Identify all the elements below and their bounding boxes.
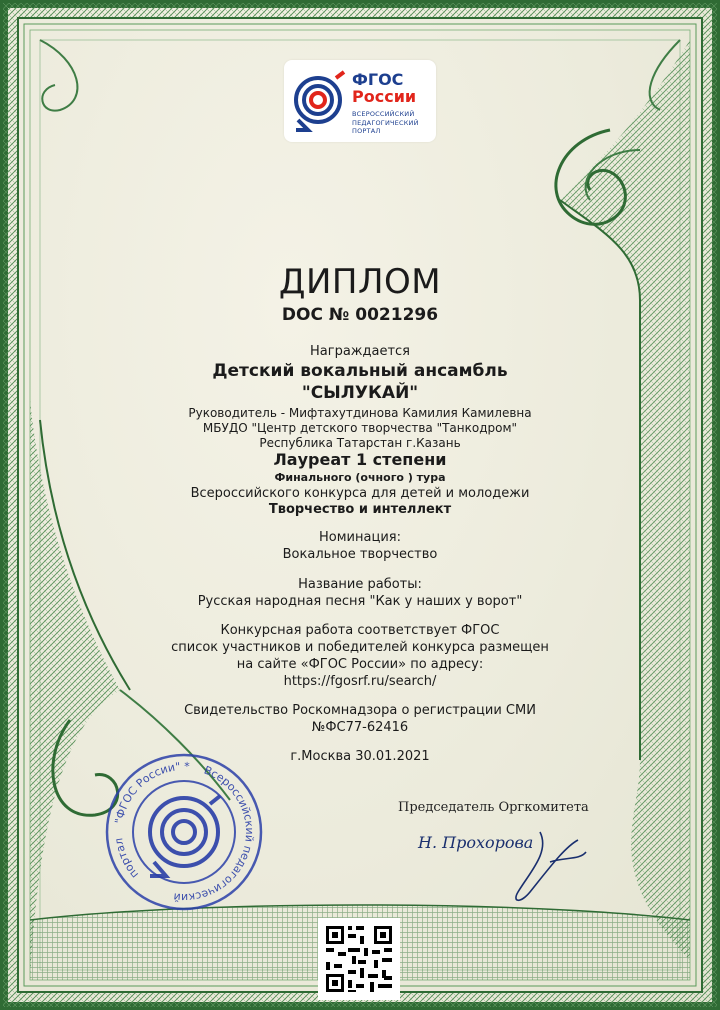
stamp-ring-bottom: портал: [112, 837, 142, 881]
work-title: Русская народная песня "Как у наших у ворот": [197, 594, 523, 609]
nomination: Вокальное творчество: [282, 547, 438, 562]
fgos-logo-icon: [292, 70, 346, 134]
awarded-label: Награждается: [310, 344, 410, 359]
contest-name: Творчество и интеллект: [268, 502, 452, 517]
registration-line1: Свидетельство Роскомнадзора о регистрации СМИ: [184, 703, 536, 718]
stamp-ring-right: Всероссийский педагогический: [172, 763, 257, 905]
contest: Всероссийского конкурса для детей и молодежи: [190, 486, 530, 501]
compliance-line2: список участников и победителей конкурса размещен: [171, 640, 549, 655]
nomination-label: Номинация:: [319, 530, 401, 545]
organization: МБУДО "Центр детского творчества "Танкодром": [202, 421, 518, 435]
doc-number: DOC № 0021296: [281, 305, 439, 325]
qr-code[interactable]: [318, 918, 400, 1000]
degree: Лауреат 1 степени: [273, 450, 447, 469]
place-date: г.Москва 30.01.2021: [290, 749, 430, 764]
awardee-line1: Детский вокальный ансамбль: [212, 361, 508, 381]
svg-text:портал: [112, 837, 141, 881]
qr-code-icon: [318, 918, 400, 1000]
logo-title-line1: ФГОС: [352, 70, 404, 89]
chairman-title: Председатель Оргкомитета: [398, 800, 589, 815]
region: Республика Татарстан г.Казань: [259, 436, 461, 450]
signature-name: Н. Прохорова: [418, 833, 534, 852]
stamp-ring-top: "ФГОС России" *: [112, 759, 190, 825]
compliance-line3: на сайте «ФГОС России» по адресу:: [236, 657, 484, 672]
logo-subtitle: ВСЕРОССИЙСКИЙ ПЕДАГОГИЧЕСКИЙ ПОРТАЛ: [352, 110, 419, 135]
signature: [400, 822, 600, 906]
stamp-logo-icon: [150, 796, 220, 876]
leader: Руководитель - Мифтахутдинова Камилия Камилевна: [188, 406, 532, 420]
stamp: [104, 752, 264, 912]
work-label: Название работы:: [298, 577, 422, 592]
fgos-logo: [284, 60, 436, 142]
diploma-title: ДИПЛОМ: [278, 262, 442, 302]
logo-title-line2: России: [352, 87, 417, 106]
round: Финального (очного ) тура: [274, 471, 446, 484]
site-url[interactable]: https://fgosrf.ru/search/: [283, 674, 437, 689]
awardee-line2: "СЫЛУКАЙ": [301, 383, 419, 403]
registration-line2: №ФС77-62416: [311, 720, 409, 735]
compliance-line1: Конкурсная работа соответствует ФГОС: [220, 623, 500, 638]
